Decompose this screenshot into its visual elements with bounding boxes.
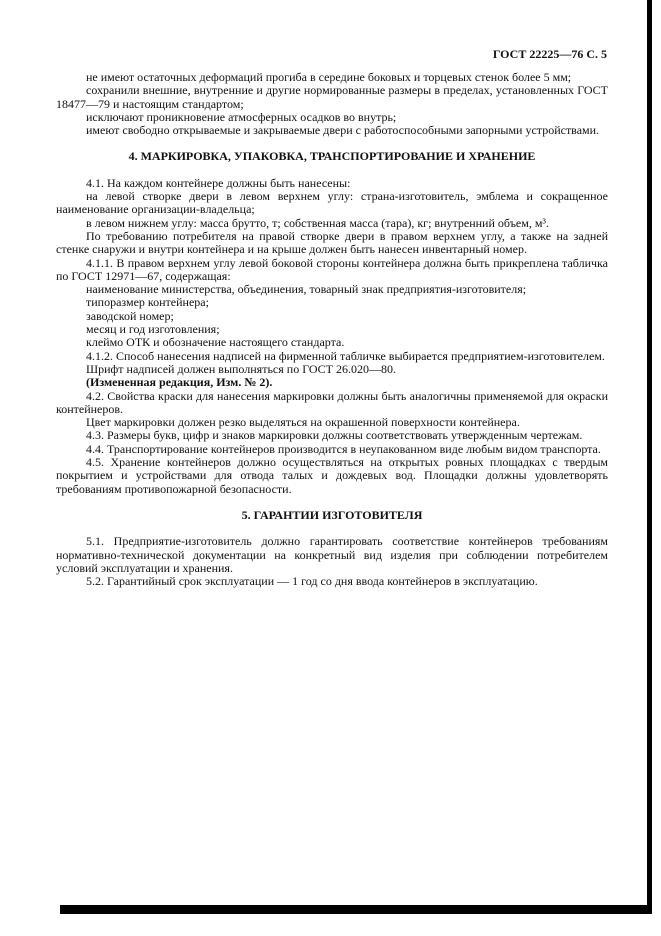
paragraph: Шрифт надписей должен выполняться по ГОСТ 26.020—80.	[86, 361, 396, 376]
paragraph: 4.3. Размеры букв, цифр и знаков маркировки должны соответствовать утвержденным чертежам.	[86, 428, 583, 443]
paragraph: типоразмер контейнера;	[86, 295, 209, 310]
doc-number-page-label: ГОСТ 22225—76 С. 5	[492, 47, 607, 61]
paragraph: сохранили внешние, внутренние и другие нормированные размеры в пределах, установленных ГОСТ 18477—79 и настоящим стандартом;	[56, 83, 608, 111]
paragraph: наименование министерства, объединения, товарный знак предприятия-изготовителя;	[86, 282, 527, 297]
page-edge-right-bar	[647, 0, 652, 914]
paragraph: 4.1.1. В правом верхнем углу левой боковой стороны контейнера должна быть прикреплена табличка по ГОСТ 12971—67, содержащая:	[56, 255, 608, 283]
section-heading: 5. ГАРАНТИИ ИЗГОТОВИТЕЛЯ	[241, 507, 423, 522]
document-content	[56, 71, 608, 588]
paragraph: 5.2. Гарантийный срок эксплуатации — 1 год со дня ввода контейнеров в эксплуатацию.	[86, 574, 538, 589]
paragraph: имеют свободно открываемые и закрываемые двери с работоспособными запорными устройствами.	[86, 123, 600, 138]
paragraph: Цвет маркировки должен резко выделяться на окрашенной поверхности контейнера.	[86, 415, 520, 430]
paragraph: 4.5. Хранение контейнеров должно осуществляться на открытых ровных площадках с твердым покрытием и устройствами для отвода талых и дождевых вод. Площадки должны удовлетворять требованиям противопожарной безопасности.	[56, 455, 608, 496]
section-heading: 4. МАРКИРОВКА, УПАКОВКА, ТРАНСПОРТИРОВАНИЕ И ХРАНЕНИЕ	[128, 149, 536, 164]
paragraph: 4.4. Транспортирование контейнеров производится в неупакованном виде любым видом транспорта.	[86, 441, 601, 456]
paragraph: По требованию потребителя на правой створке двери в правом верхнем углу, а также на задней стенке снаружи и внутри контейнера и на крыше должен быть нанесен инвентарный номер.	[56, 228, 608, 257]
paragraph: клеймо ОТК и обозначение настоящего стандарта.	[86, 335, 345, 350]
paragraph: 5.1. Предприятие-изготовитель должно гарантировать соответствие контейнеров требованиям нормативно-технической документации на конкретный вид изделия при соблюдении потребителем условий эксплуатации и хранения.	[56, 534, 608, 575]
paragraph: 4.1. На каждом контейнере должны быть нанесены:	[86, 175, 351, 190]
paragraph: 4.2. Свойства краски для нанесения маркировки должны быть аналогичны применяемой для окраски контейнеров.	[56, 388, 608, 416]
paragraph: в левом нижнем углу: масса брутто, т; собственная масса (тара), кг; внутренний объем, м³.	[86, 215, 550, 230]
paragraph: (Измененная редакция, Изм. № 2).	[86, 375, 273, 390]
paragraph: заводской номер;	[86, 308, 174, 323]
page-header	[493, 47, 607, 62]
paragraph: на левой створке двери в левом верхнем углу: страна-изготовитель, эмблема и сокращенное наименование организации-владельца;	[56, 189, 608, 217]
paragraph: месяц и год изготовления;	[86, 322, 220, 337]
paragraph: 4.1.2. Способ нанесения надписей на фирменной табличке выбирается предприятием-изготовителем.	[86, 348, 605, 363]
page-edge-bottom-bar	[60, 905, 652, 914]
paragraph: исключают проникновение атмосферных осадков во внутрь;	[86, 109, 397, 124]
paragraph: не имеют остаточных деформаций прогиба в середине боковых и торцевых стенок более 5 мм;	[86, 70, 572, 84]
